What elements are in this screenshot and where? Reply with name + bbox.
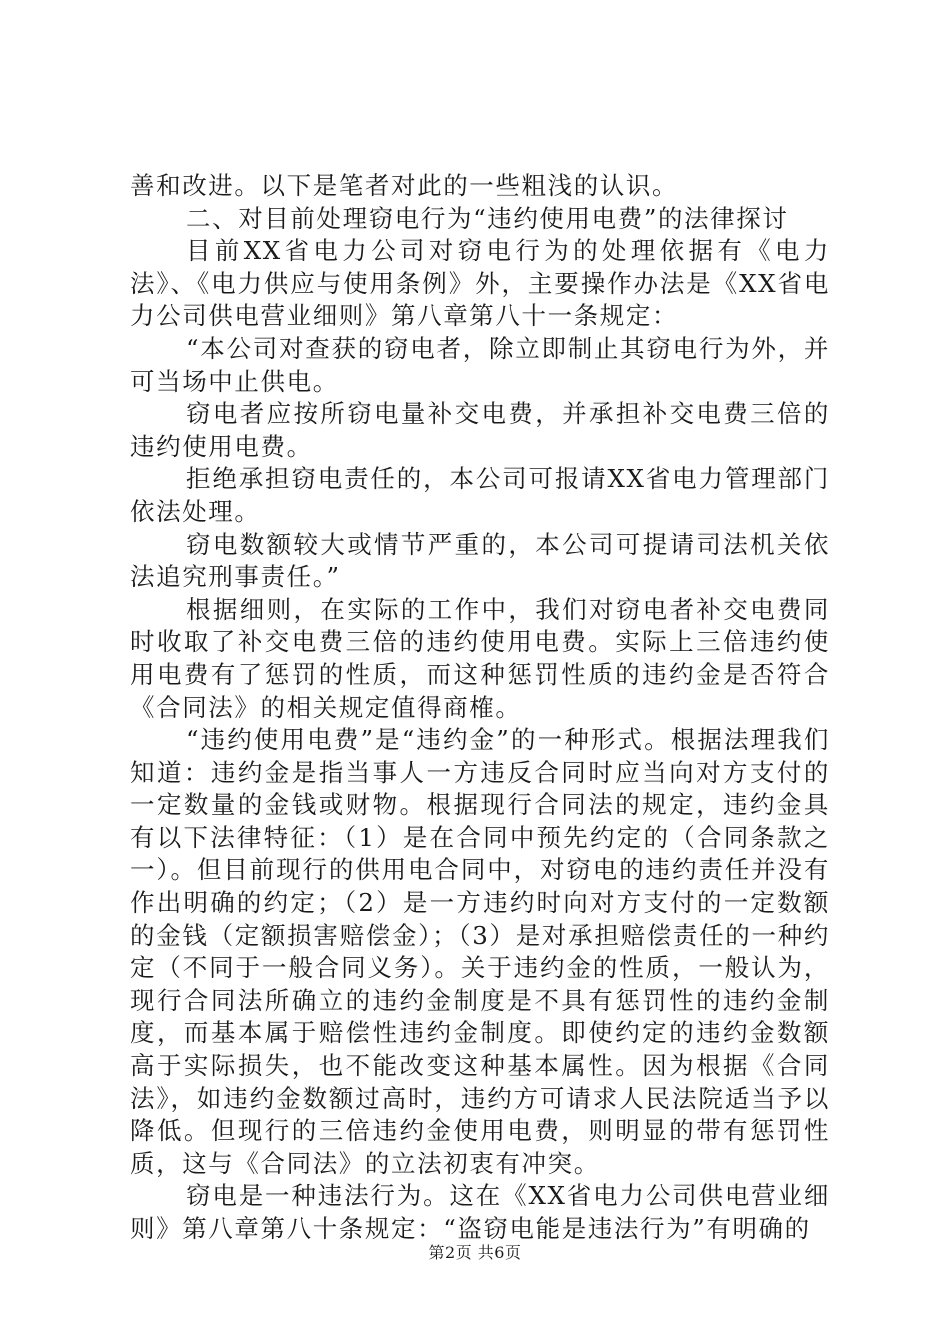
paragraph: 善和改进。以下是笔者对此的一些粗浅的认识。: [130, 171, 679, 200]
paragraph: 窃电是一种违法行为。这在《XX省电力公司供电营业细则》第八章第八十条规定：“盗窃电能是违法行为”有明确的: [130, 1181, 830, 1243]
quote-paragraph: 窃电数额较大或情节严重的，本公司可提请司法机关依法追究刑事责任。”: [130, 529, 830, 592]
paragraph: “违约使用电费”是“违约金”的一种形式。根据法理我们知道：违约金是指当事人一方违反合同时应当向对方支付的一定数量的金钱或财物。根据现行合同法的规定，违约金具有以下法律特征：（1）是在合同中预先约定的（合同条款之一）。但目前现行的供用电合同中，对窃电的违约责任并没有作出明确的约定；（2）是一方违约时向对方支付的一定数额的金钱（定额损害赔偿金）；（3）是对承担赔偿责任的一种约定（不同于一般合同义务）。关于违约金的性质，一般认为，现行合同法所确立的违约金制度是不具有惩罚性的违约金制度，而基本属于赔偿性违约金制度。即使约定的违约金数额高于实际损失，也不能改变这种基本属性。因为根据《合同法》，如违约金数额过高时，违约方可请求人民法院适当予以降低。但现行的三倍违约金使用电费，则明显的带有惩罚性质，这与《合同法》的立法初衷有冲突。: [130, 725, 830, 1178]
paragraph: 根据细则，在实际的工作中，我们对窃电者补交电费同时收取了补交电费三倍的违约使用电费。实际上三倍违约使用电费有了惩罚的性质，而这种惩罚性质的违约金是否符合《合同法》的相关规定值得商榷。: [130, 594, 830, 722]
quote-paragraph: 拒绝承担窃电责任的，本公司可报请XX省电力管理部门依法处理。: [130, 464, 830, 526]
quote-paragraph: “本公司对查获的窃电者，除立即制止其窃电行为外，并可当场中止供电。: [130, 333, 830, 396]
section-heading: 二、对目前处理窃电行为“违约使用电费”的法律探讨: [186, 203, 789, 233]
document-body: [130, 170, 830, 1246]
paragraph: 目前XX省电力公司对窃电行为的处理依据有《电力法》、《电力供应与使用条例》外，主要操作办法是《XX省电力公司供电营业细则》第八章第八十一条规定：: [130, 236, 830, 331]
quote-paragraph: 窃电者应按所窃电量补交电费，并承担补交电费三倍的违约使用电费。: [130, 399, 830, 461]
page-footer: 第2页 共6页: [428, 1243, 522, 1262]
